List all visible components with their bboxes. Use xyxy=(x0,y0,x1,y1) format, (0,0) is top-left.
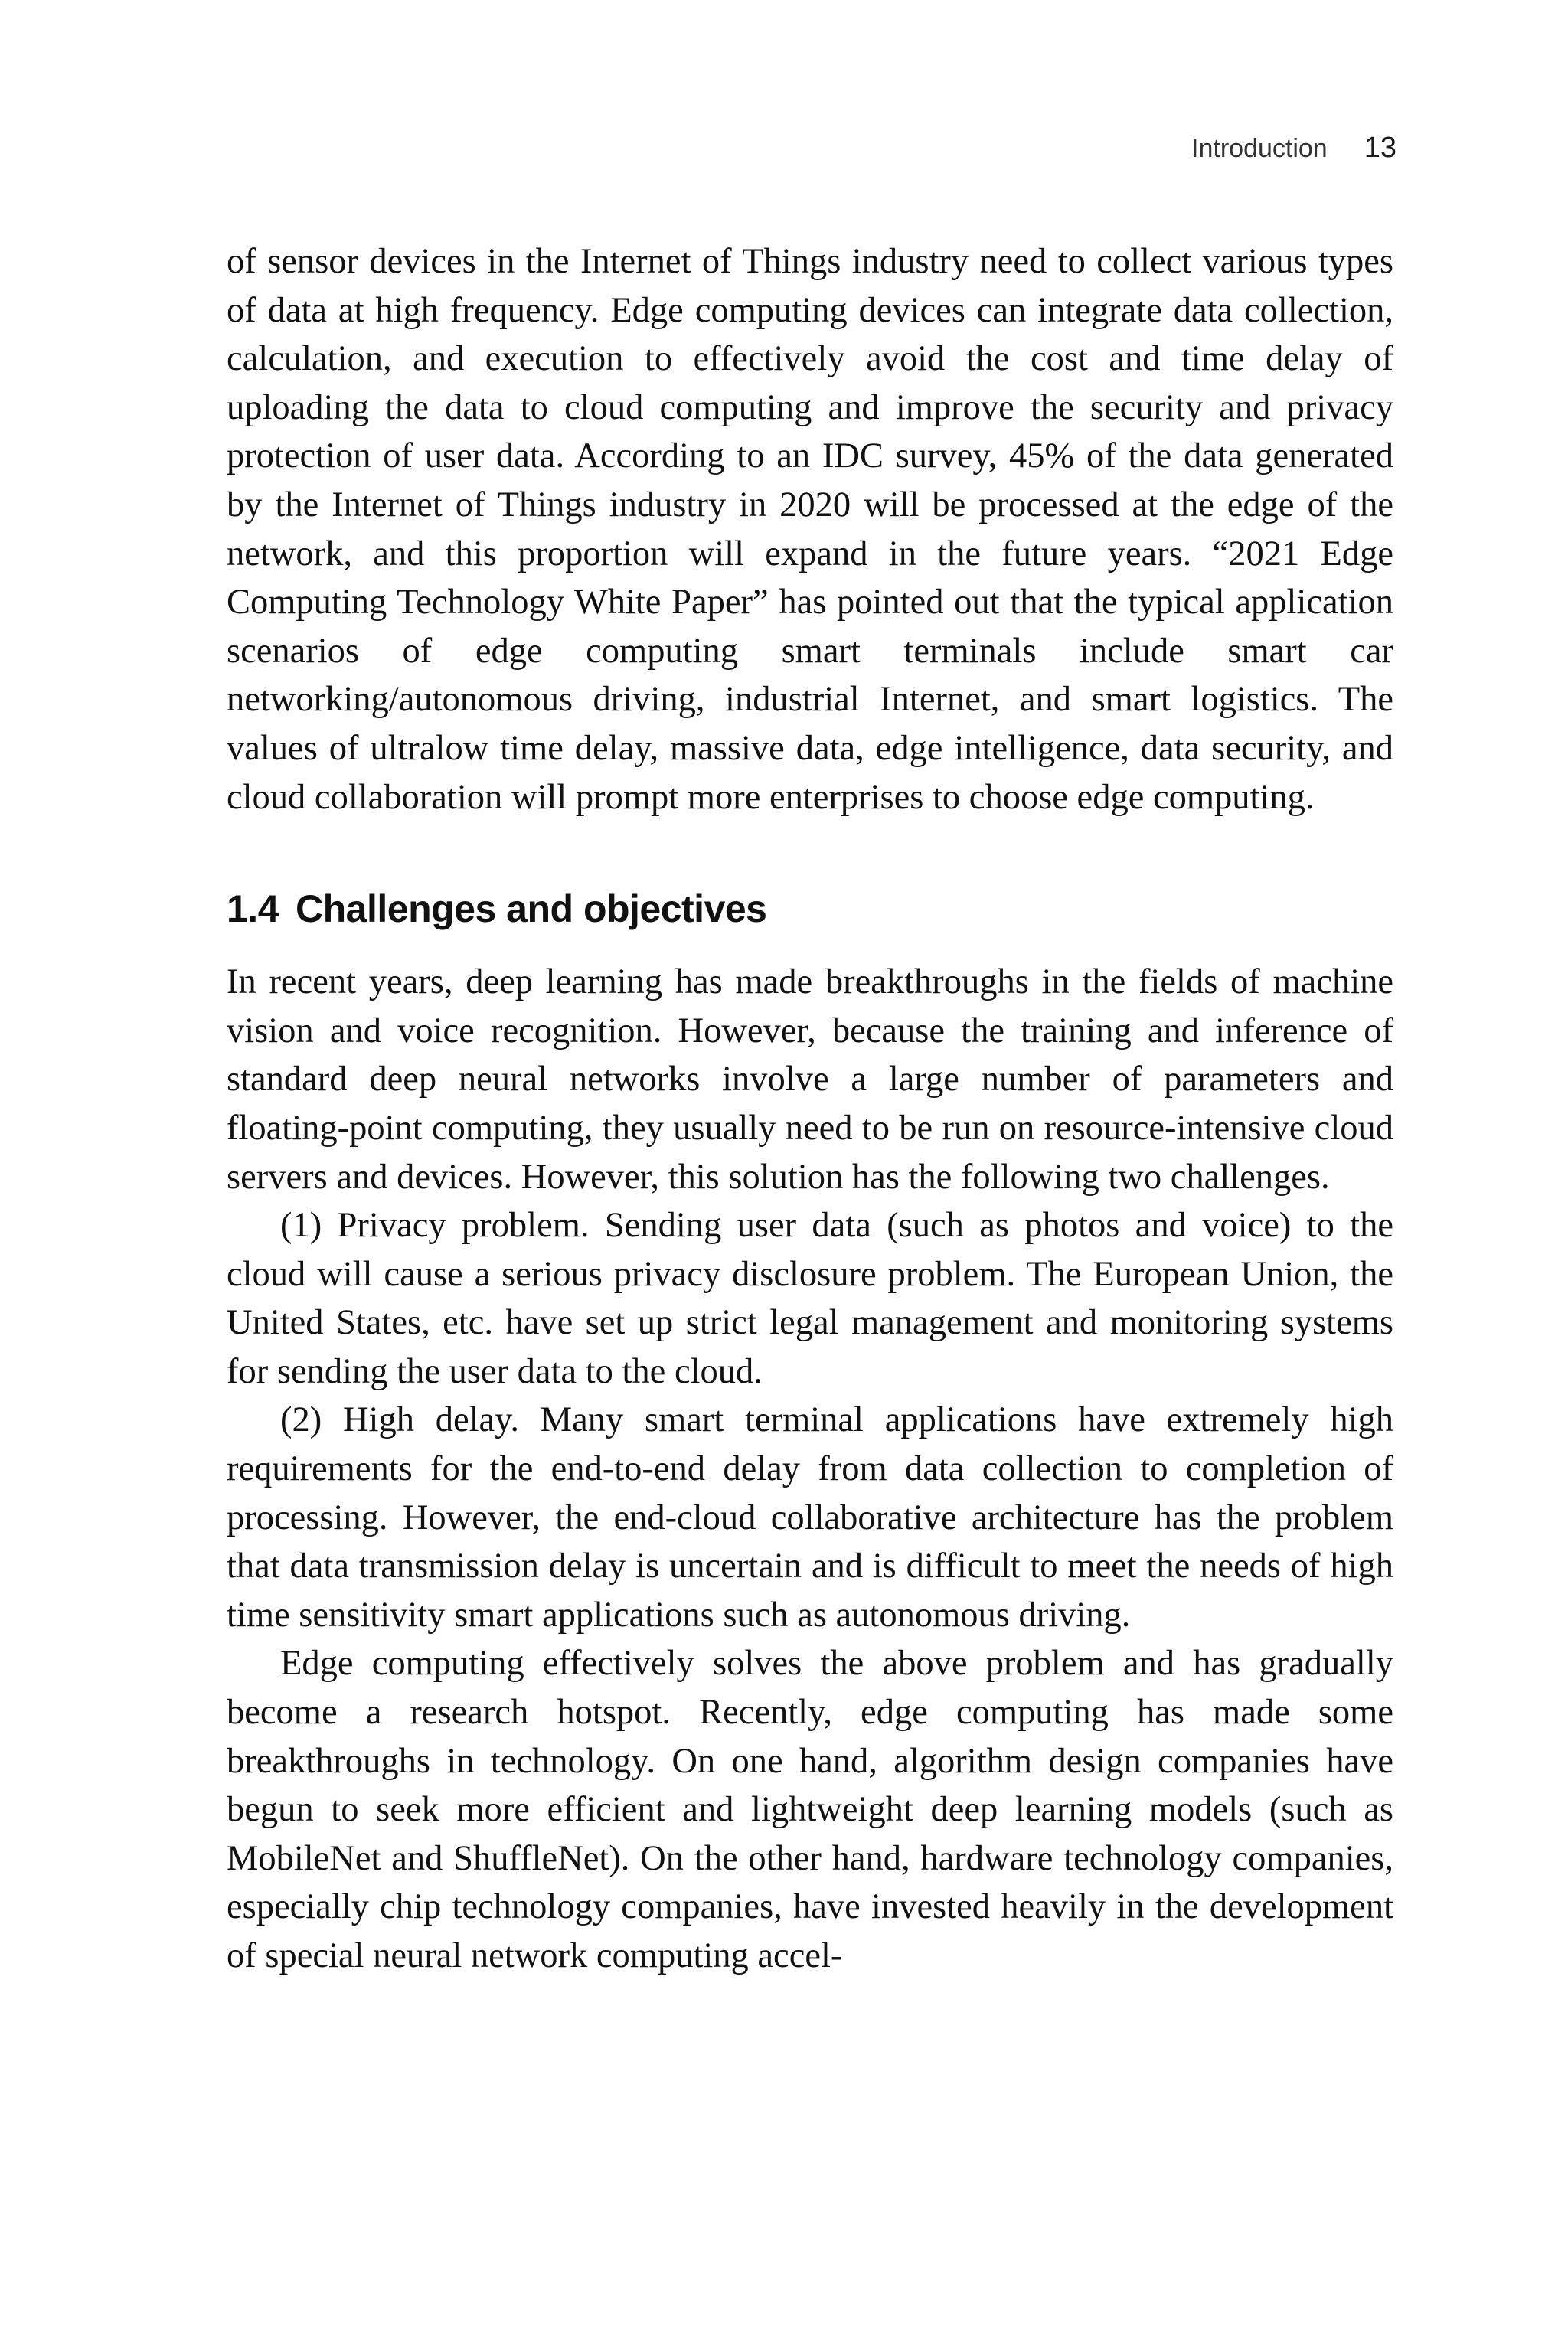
paragraph-high-delay: (2) High delay. Many smart terminal applications have extremely high requirements for the end-to-end delay from data collection to completion of processing. However, the end-cloud collaborative architecture has the problem that data transmission delay is uncertain and is difficult to meet the needs of high time sensitivity smart applications such as autonomous driving. xyxy=(227,1400,1393,1635)
running-header xyxy=(1191,132,1396,165)
section-number: 1.4 xyxy=(227,887,279,931)
section-title: Challenges and objectives xyxy=(296,887,767,931)
paragraph-edge-computing: Edge computing effectively solves the above problem and has gradually become a research hotspot. Recently, edge computing has made some breakthroughs in technology. On one hand, algorithm design companies have begun to seek more efficient and lightweight deep learning models (such as MobileNet and ShuffleNet). On the other hand, hardware technology companies, especially chip technology companies, have invested heavily in the development of special neural network computing accel- xyxy=(227,1644,1393,1975)
paragraph-continued: of sensor devices in the Internet of Things industry need to collect various types of data at high frequency. Edge computing devices can integrate data collection, calculation, and execution to effectively avoid the cost and time delay of uploading the data to cloud computing and improve the security and privacy protection of user data. According to an IDC survey, 45% of the data generated by the Internet of Things industry in 2020 will be processed at the edge of the network, and this proportion will expand in the future years. “2021 Edge Computing Technology White Paper” has pointed out that the typical application scenarios of edge computing smart terminals include smart car networking/autonomous driving, industrial Internet, and smart logistics. The values of ultralow time delay, massive data, edge intelligence, data security, and cloud collaboration will prompt more enterprises to choose edge computing. xyxy=(227,242,1393,817)
body-text xyxy=(227,237,1393,1981)
paragraph-privacy-problem: (1) Privacy problem. Sending user data (such as photos and voice) to the cloud will cause a serious privacy disclosure problem. The European Union, the United States, etc. have set up strict legal management and monitoring systems for sending the user data to the cloud. xyxy=(227,1206,1393,1391)
page-number: 13 xyxy=(1364,132,1396,164)
running-header-section: Introduction xyxy=(1191,134,1328,163)
section-heading xyxy=(227,886,1393,932)
paragraph-intro: In recent years, deep learning has made breakthroughs in the fields of machine vision and voice recognition. However, because the training and inference of standard deep neural networks involve a large number of parameters and floating-point computing, they usually need to be run on resource-intensive cloud servers and devices. However, this solution has the following two challenges. xyxy=(227,962,1393,1197)
